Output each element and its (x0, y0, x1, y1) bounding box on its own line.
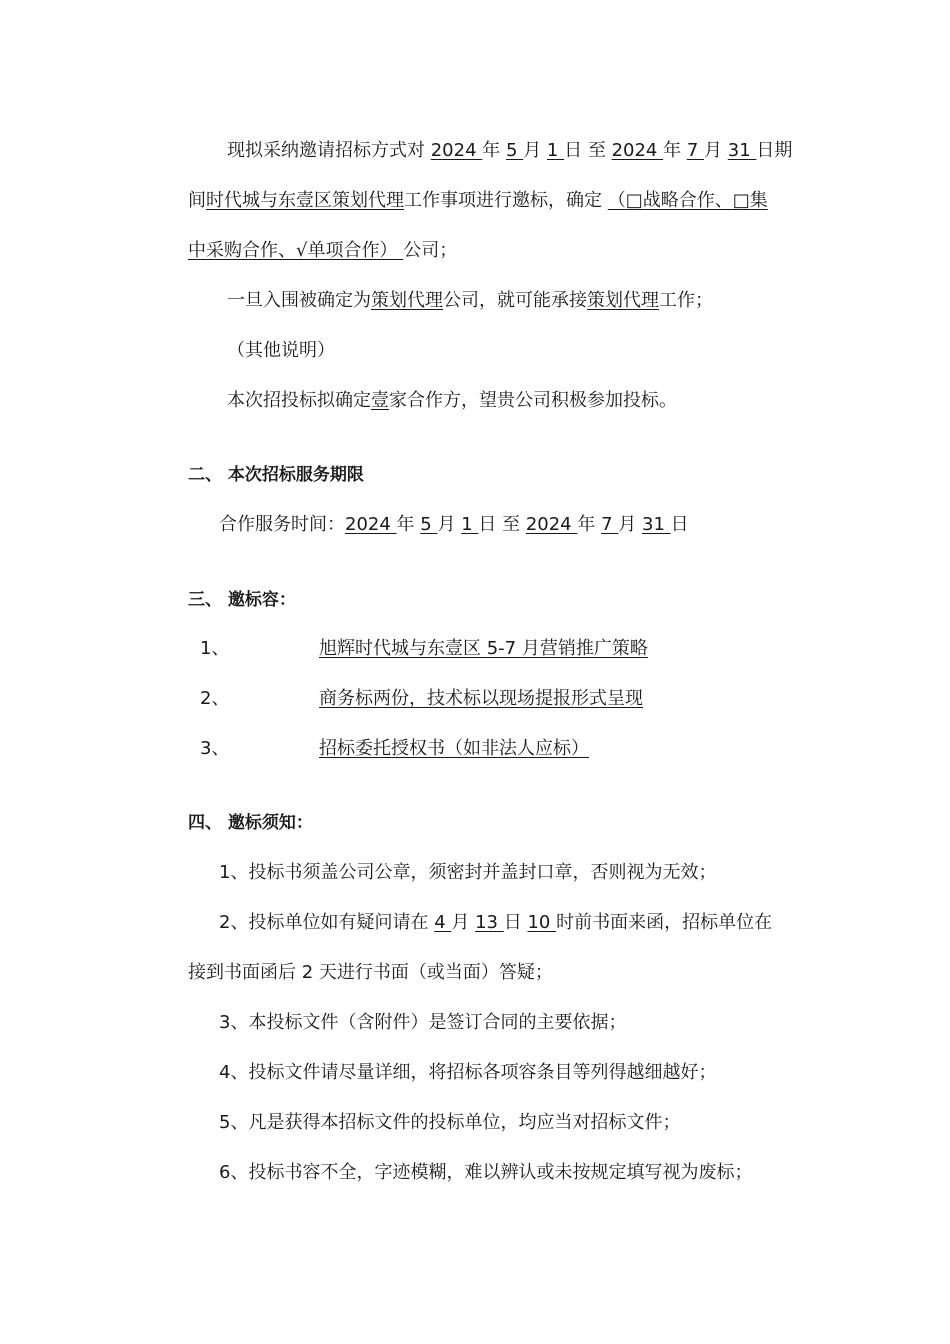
notice-2-cont: 接到书面函后 2 天进行书面（或当面）答疑； (188, 962, 553, 983)
notice-5: 5、凡是获得本招标文件的投标单位，均应当对招标文件； (219, 1112, 681, 1133)
text: 日 至 (478, 514, 526, 535)
deadline-hour: 10 (527, 912, 557, 933)
intro-line-4 (227, 289, 713, 313)
intro-line-2 (188, 189, 768, 213)
list-item-number: 3、 (200, 738, 230, 759)
service-period (219, 513, 689, 537)
other-notes: （其他说明） (227, 340, 335, 361)
text: 家合作方，望贵公司积极参加投标。 (389, 390, 677, 411)
text: 月 (437, 514, 462, 535)
list-item-number: 2、 (200, 688, 230, 709)
text: 日期 (756, 140, 793, 161)
section-3-heading: 三、 邀标容： (188, 590, 296, 610)
role-1: 策划代理 (371, 290, 443, 311)
notice-6: 6、投标书容不全，字迹模糊，难以辨认或未按规定填写视为废标； (219, 1162, 753, 1183)
text: 一旦入围被确定为 (227, 290, 371, 311)
cooperation-options-cont: 中采购合作、√单项合作） (188, 240, 404, 261)
deadline-month: 4 (434, 912, 452, 933)
project-name: 时代城与东壹区策划代理 (206, 190, 404, 211)
text: 月 (451, 912, 476, 933)
end-month: 7 (686, 140, 705, 161)
text: 2、投标单位如有疑问请在 (219, 912, 435, 933)
intro-line-1 (227, 139, 792, 163)
notice-1: 1、投标书须盖公司公章，须密封并盖封口章，否则视为无效； (219, 862, 717, 883)
notice-2 (219, 911, 772, 935)
text: 现拟采纳邀请招标方式对 (227, 140, 431, 161)
start-month: 5 (420, 514, 438, 535)
role-2: 策划代理 (587, 290, 659, 311)
end-year: 2024 (611, 140, 664, 161)
text: 公司，就可能承接 (443, 290, 587, 311)
text: 年 (482, 140, 506, 161)
start-month: 5 (506, 140, 524, 161)
intro-line-6 (227, 389, 677, 413)
end-day: 31 (727, 140, 757, 161)
text: 工作； (659, 290, 713, 311)
list-item: 商务标两份，技术标以现场提报形式呈现 (319, 688, 643, 709)
text: 月 (523, 140, 547, 161)
start-day: 1 (546, 140, 565, 161)
end-day: 31 (642, 514, 671, 535)
text: 月 (618, 514, 643, 535)
end-year: 2024 (525, 514, 578, 535)
list-item-number: 1、 (200, 638, 230, 659)
notice-3: 3、本投标文件（含附件）是签订合同的主要依据； (219, 1012, 627, 1033)
text: 合作服务时间： (219, 514, 345, 535)
text: 日 (503, 912, 528, 933)
text: 月 (704, 140, 728, 161)
end-month: 7 (601, 514, 619, 535)
section-2-heading: 二、 本次招标服务期限 (188, 465, 364, 485)
text: 年 (396, 514, 421, 535)
text: 日 (670, 514, 689, 535)
text: 时前书面来函，招标单位在 (556, 912, 773, 933)
partner-count: 壹 (371, 390, 389, 411)
text: 工作事项进行邀标，确定 (404, 190, 608, 211)
text: 公司； (403, 240, 458, 261)
section-4-heading: 四、 邀标须知： (188, 813, 313, 833)
text: 年 (663, 140, 687, 161)
text: 日 至 (564, 140, 612, 161)
list-item: 旭辉时代城与东壹区 5-7 月营销推广策略 (319, 638, 648, 659)
deadline-day: 13 (475, 912, 504, 933)
start-year: 2024 (345, 514, 397, 535)
text: 间 (188, 190, 206, 211)
text: 年 (577, 514, 602, 535)
text: 本次招投标拟确定 (227, 390, 371, 411)
list-item: 招标委托授权书（如非法人应标） (319, 738, 589, 759)
start-day: 1 (461, 514, 479, 535)
notice-4: 4、投标文件请尽量详细，将招标各项容条目等列得越细越好； (219, 1062, 717, 1083)
cooperation-options: （□战略合作、□集 (607, 190, 768, 211)
start-year: 2024 (430, 140, 483, 161)
intro-line-3 (188, 239, 457, 263)
